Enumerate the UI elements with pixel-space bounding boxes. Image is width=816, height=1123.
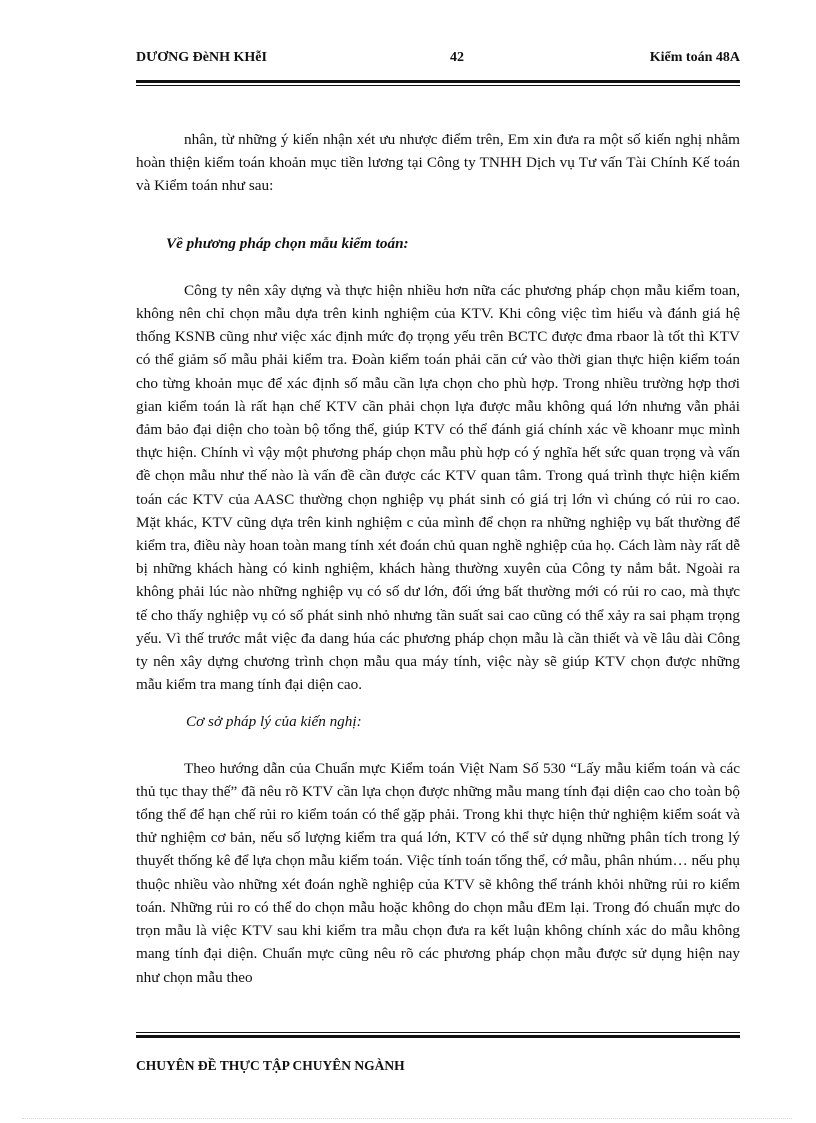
header-class-name: Kiểm toán 48A (649, 50, 740, 65)
header-author: DƯƠNG ĐèNH KHễI (136, 50, 267, 65)
header-double-rule (136, 80, 740, 86)
footer-title: CHUYÊN ĐỀ THỰC TẬP CHUYÊN NGÀNH (136, 1058, 405, 1073)
page-number: 42 (450, 50, 464, 65)
sampling-paragraph: Công ty nên xây dựng và thực hiện nhiều hơn nữa các phương pháp chọn mẫu kiểm toan, không nên chỉ chọn mẫu dựa trên kinh nghiệm của KTV. Khi công việc tìm hiểu và đánh giá hệ thống KSNB cũng như việc xác định mức đọ trọng yếu trên BCTC được đma rbaor là tốt thì KTV có thể giảm số mẫu phải kiểm tra. Đoàn kiểm toán phải căn cứ vào thời gian thực hiện kiểm toán cho từng khoản mục để xác định số mẫu cần lựa chọn cho phù hợp. Trong nhiều trường hợp thơi gian kiểm toán là rất hạn chế KTV cần phải chọn lựa được mẫu không quá lớn nhưng vẫn phải đảm bảo đại diện cho toàn bộ tổng thể, giúp KTV có thể đánh giá chính xác về khoanr mục mình thực hiện. Chính vì vậy một phương pháp chọn mẫu phù hợp có ý nghĩa hết sức quan trọng và vấn đề chọn mẫu như thế nào là vấn đề cần được các KTV quan tâm. Trong quá trình thực hiện kiểm toán các KTV của AASC thường chọn nghiệp vụ phát sinh có giá trị lớn vì chúng có rủi ro cao. Mặt khác, KTV cũng dựa trên kinh nghiệm c của mình để chọn ra những nghiệp vụ bất thường để kiểm tra, điều này hoan toàn mang tính xét đoán chủ quan nghề nghiệp của họ. Cách làm này rất dễ bị những khách hàng có kinh nghiệm, khách hàng thường xuyên của Công ty nắm bắt. Ngoài ra không phải lúc nào những nghiệp vụ có số dư lớn, đối ứng bất thường mới có rủi ro cao, mà thực tế cho thấy nghiệp vụ có số phát sinh nhỏ nhưng tần suất sai cao cũng có thể xảy ra sai phạm trọng yếu. Vì thế trước mắt việc đa dang húa các phương pháp chọn mẫu là cần thiết và về lâu dài Công ty nên xây dựng chương trình chọn mẫu qua máy tính, việc này sẽ giúp KTV chọn được những mẫu kiểm tra mang tính đại diện cao. (136, 281, 740, 694)
document-body (136, 128, 740, 989)
intro-paragraph: nhân, từ những ý kiến nhận xét ưu nhược điểm trên, Em xin đưa ra một số kiến nghị nhằm hoàn thiện kiểm toán khoản mục tiền lương tại Công ty TNHH Dịch vụ Tư vấn Tài Chính Kế toán và Kiểm toán như sau: (136, 131, 740, 195)
legal-basis-paragraph: Theo hướng dẫn của Chuẩn mực Kiểm toán Việt Nam Số 530 “Lấy mẫu kiểm toán và các thủ tục thay thế” đã nêu rõ KTV cần lựa chọn được những mẫu mang tính đại diện cao cho toàn bộ tổng thể để hạn chế rủi ro kiểm toán có thể gặp phải. Trong khi thực hiện thử nghiệm kiểm soát và thử nghiệm cơ bản, nếu số lượng kiểm tra quá lớn, KTV có thể sử dụng những phân tích trong lý thuyết thống kê để lựa chọn mẫu kiểm toán. Việc tính toán tổng thể, cớ mẫu, phân nhúm… nếu phụ thuộc nhiều vào những xét đoán nghề nghiệp của KTV sẽ không thể tránh khỏi những rủi ro kiểm toán. Những rủi ro có thể do chọn mẫu hoặc không do chọn mẫu đEm lại. Trong đó chuẩn mực do trọn mẫu là việc KTV sau khi kiểm tra mẫu chọn đưa ra kết luận không chính xác do mẫu không mang tính đại diện. Chuẩn mực cũng nêu rõ các phương pháp chọn mẫu được sử dụng hiện nay như chọn mẫu theo (136, 759, 740, 986)
section-heading-sampling: Về phương pháp chọn mẫu kiểm toán: (166, 234, 409, 252)
footer-double-rule (136, 1032, 740, 1038)
page-edge-dotted-line (22, 1118, 792, 1119)
section-heading-legal-basis: Cơ sở pháp lý của kiến nghị: (186, 713, 362, 731)
